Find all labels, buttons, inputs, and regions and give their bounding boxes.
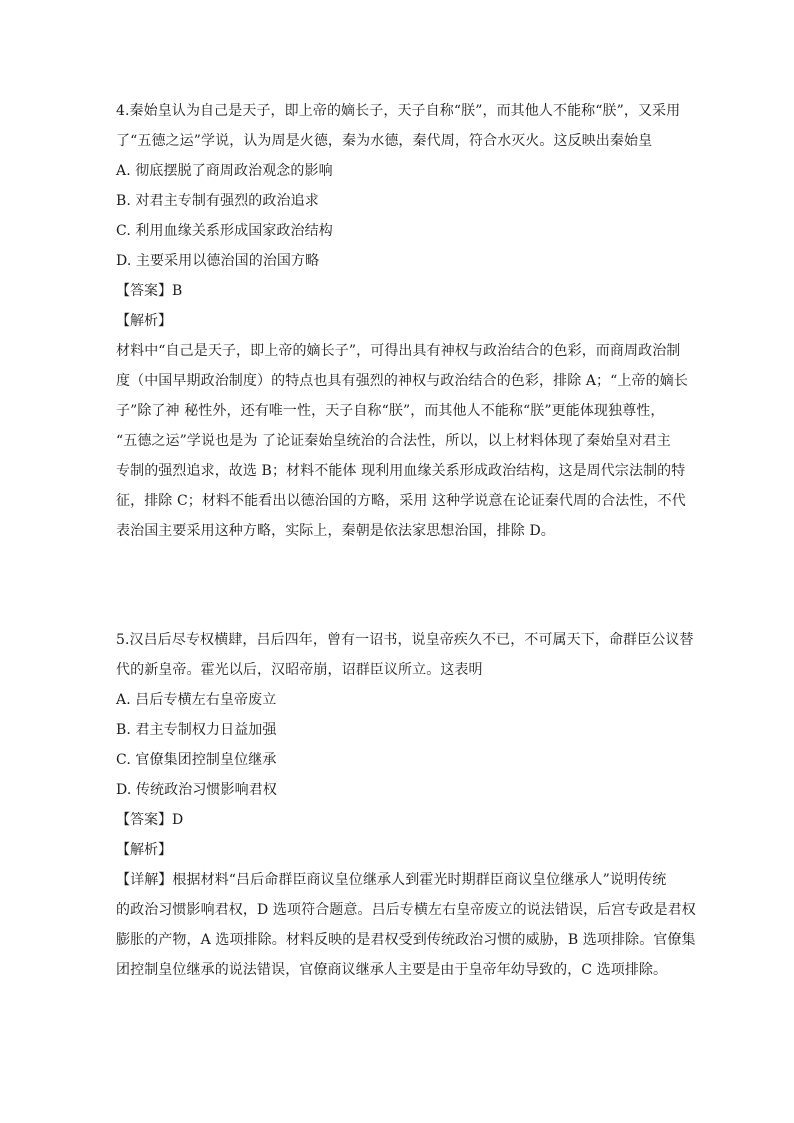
analysis-line: “五德之运”学说也是为 了论证秦始皇统治的合法性，所以，以上材料体现了秦始皇对君主 xyxy=(116,433,671,449)
analysis-label: 【解析】 xyxy=(116,313,172,329)
analysis-line: 专制的强烈追求，故选 B；材料不能体 现利用血缘关系形成政治结构，这是周代宗法制的特 xyxy=(116,463,686,479)
question-stem-line: 了“五德之运”学说，认为周是火德，秦为水德，秦代周，符合水灭火。这反映出秦始皇 xyxy=(116,133,653,149)
option-d: D. 传统政治习惯影响君权 xyxy=(116,782,277,798)
question-4 xyxy=(116,96,688,546)
question-stem-line: 4.秦始皇认为自己是天子，即上帝的嫡长子，天子自称“朕”，而其他人不能称“朕”，又采用 xyxy=(116,103,681,119)
analysis-line: 度（中国早期政治制度）的特点也具有强烈的神权与政治结合的色彩，排除 A；“上帝的嫡长 xyxy=(116,373,688,389)
option-a: A. 彻底摆脱了商周政治观念的影响 xyxy=(116,163,333,179)
option-d: D. 主要采用以德治国的治国方略 xyxy=(116,253,320,269)
answer-label: 【答案】D xyxy=(116,812,184,828)
analysis-line: 【详解】根据材料“吕后命群臣商议皇位继承人到霍光时期群臣商议皇位继承人”说明传统 xyxy=(116,872,667,888)
option-c: C. 利用血缘关系形成国家政治结构 xyxy=(116,223,333,239)
question-stem-line: 代的新皇帝。霍光以后，汉昭帝崩，诏群臣议所立。这表明 xyxy=(116,662,483,678)
analysis-line: 材料中“自己是天子，即上帝的嫡长子”，可得出具有神权与政治结合的色彩，而商周政治制 xyxy=(116,343,681,359)
question-5 xyxy=(116,625,696,985)
analysis-label: 【解析】 xyxy=(116,842,172,858)
analysis-line: 膨胀的产物，A 选项排除。材料反映的是君权受到传统政治习惯的威胁，B 选项排除。官僚集 xyxy=(116,932,696,948)
analysis-line: 表治国主要采用这种方略，实际上，秦朝是依法家思想治国，排除 D。 xyxy=(116,523,555,539)
option-b: B. 对君主专制有强烈的政治追求 xyxy=(116,193,319,209)
document-page xyxy=(116,96,696,985)
section-spacer xyxy=(116,546,688,625)
question-stem-line: 5.汉吕后尽专权横肆，吕后四年，曾有一诏书，说皇帝疾久不已，不可属天下，命群臣公议替 xyxy=(116,632,694,648)
analysis-line: 子”除了神 秘性外，还有唯一性，天子自称“朕”，而其他人不能称“朕”更能体现独尊性， xyxy=(116,403,665,419)
option-b: B. 君主专制权力日益加强 xyxy=(116,722,277,738)
analysis-line: 征，排除 C；材料不能看出以德治国的方略，采用 这种学说意在论证秦代周的合法性，不代 xyxy=(116,493,686,509)
analysis-line: 的政治习惯影响君权，D 选项符合题意。吕后专横左右皇帝废立的说法错误，后宫专政是君权 xyxy=(116,902,696,918)
analysis-line: 团控制皇位继承的说法错误，官僚商议继承人主要是由于皇帝年幼导致的，C 选项排除。 xyxy=(116,962,668,978)
option-c: C. 官僚集团控制皇位继承 xyxy=(116,752,277,768)
answer-label: 【答案】B xyxy=(116,283,183,299)
option-a: A. 吕后专横左右皇帝废立 xyxy=(116,692,277,708)
